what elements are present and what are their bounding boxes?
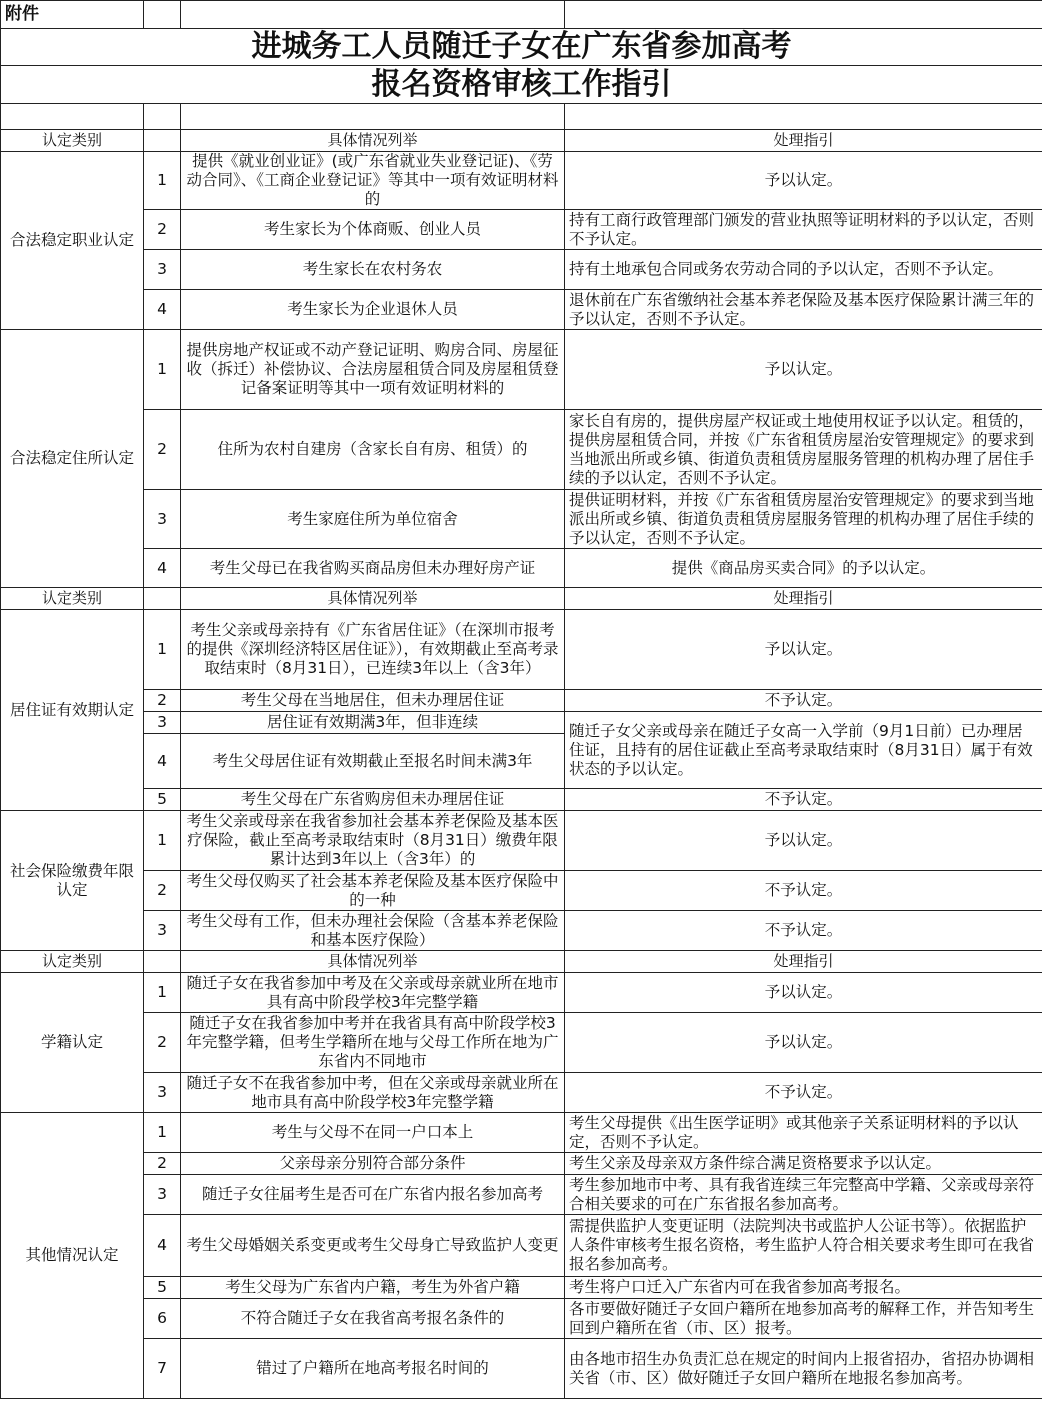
table-row xyxy=(1,1339,1042,1399)
header-situation: 具体情况列举 xyxy=(181,588,565,610)
table-row xyxy=(1,1113,1042,1153)
table-row xyxy=(1,1277,1042,1299)
guidance-cell: 考生父亲及母亲双方条件综合满足资格要求予以认定。 xyxy=(565,1153,1042,1175)
row-number: 2 xyxy=(144,1153,181,1175)
table-row xyxy=(1,789,1042,811)
row-number: 3 xyxy=(144,490,181,549)
guidance-cell: 需提供监护人变更证明（法院判决书或监护人公证书等）。依据监护人条件审核考生报名资格，考生监护人符合相关要求考生即可在我省报名参加高考。 xyxy=(565,1215,1042,1277)
situation-cell: 考生父亲或母亲持有《广东省居住证》（在深圳市报考的提供《深圳经济特区居住证》），有效期截止至高考录取结束时（8月31日），已连续3年以上（含3年） xyxy=(181,610,565,690)
table-row xyxy=(1,410,1042,490)
guidance-cell: 予以认定。 xyxy=(565,152,1042,210)
guidance-cell: 提供证明材料，并按《广东省租赁房屋治安管理规定》的要求到当地派出所或乡镇、街道负责租赁房屋服务管理的机构办理了居住手续的予以认定，否则不予认定。 xyxy=(565,490,1042,549)
row-number: 4 xyxy=(144,1215,181,1277)
guidance-cell: 家长自有房的，提供房屋产权证或土地使用权证予以认定。租赁的，提供房屋租赁合同，并按《广东省租赁房屋治安管理规定》的要求到当地派出所或乡镇、街道负责租赁房屋服务管理的机构办理了居住手续的予以认定，否则不予认定。 xyxy=(565,410,1042,490)
situation-cell: 考生父亲或母亲在我省参加社会基本养老保险及基本医疗保险，截止至高考录取结束时（8月31日）缴费年限累计达到3年以上（含3年）的 xyxy=(181,811,565,871)
situation-cell: 考生父母居住证有效期截止至报名时间未满3年 xyxy=(181,734,565,789)
guidance-cell: 由各地市招生办负责汇总在规定的时间内上报省招办，省招办协调相关省（市、区）做好随迁子女回户籍所在地报名参加高考。 xyxy=(565,1339,1042,1399)
row-number: 3 xyxy=(144,1073,181,1113)
situation-cell: 考生父母有工作，但未办理社会保险（含基本养老保险和基本医疗保险） xyxy=(181,911,565,951)
situation-cell: 提供《就业创业证》(或广东省就业失业登记证)、《劳动合同》、《工商企业登记证》等其中一项有效证明材料的 xyxy=(181,152,565,210)
table-row xyxy=(1,1175,1042,1215)
row-number: 2 xyxy=(144,1013,181,1073)
table-row xyxy=(1,1013,1042,1073)
table-row xyxy=(1,871,1042,911)
header-category: 认定类别 xyxy=(1,130,144,152)
row-number: 4 xyxy=(144,549,181,588)
table-row xyxy=(1,690,1042,712)
row-number: 5 xyxy=(144,789,181,811)
situation-cell: 考生家庭住所为单位宿舍 xyxy=(181,490,565,549)
situation-cell: 住所为农村自建房（含家长自有房、租赁）的 xyxy=(181,410,565,490)
row-number: 6 xyxy=(144,1299,181,1339)
situation-cell: 父亲母亲分别符合部分条件 xyxy=(181,1153,565,1175)
guidance-cell: 持有工商行政管理部门颁发的营业执照等证明材料的予以认定，否则不予认定。 xyxy=(565,210,1042,250)
row-number: 7 xyxy=(144,1339,181,1399)
blank-cell xyxy=(144,104,181,130)
table-row xyxy=(1,1073,1042,1113)
row-number: 3 xyxy=(144,911,181,951)
guidance-cell: 考生参加地市中考、具有我省连续三年完整高中学籍、父亲或母亲符合相关要求的可在广东省报名参加高考。 xyxy=(565,1175,1042,1215)
situation-cell: 考生父母已在我省购买商品房但未办理好房产证 xyxy=(181,549,565,588)
table-row xyxy=(1,712,1042,734)
situation-cell: 考生父母为广东省内户籍，考生为外省户籍 xyxy=(181,1277,565,1299)
row-number: 2 xyxy=(144,690,181,712)
row-number: 2 xyxy=(144,410,181,490)
row-number: 4 xyxy=(144,734,181,789)
row-number: 1 xyxy=(144,330,181,410)
situation-cell: 考生父母婚姻关系变更或考生父母身亡导致监护人变更 xyxy=(181,1215,565,1277)
header-situation: 具体情况列举 xyxy=(181,951,565,973)
situation-cell: 考生家长为个体商贩、创业人员 xyxy=(181,210,565,250)
row-number: 2 xyxy=(144,871,181,911)
guidance-cell: 不予认定。 xyxy=(565,911,1042,951)
guidance-cell: 不予认定。 xyxy=(565,690,1042,712)
title-line-1: 进城务工人员随迁子女在广东省参加高考 xyxy=(1,29,1042,66)
table-row xyxy=(1,250,1042,290)
situation-cell: 随迁子女往届考生是否可在广东省内报名参加高考 xyxy=(181,1175,565,1215)
row-number: 1 xyxy=(144,1113,181,1153)
row-number: 5 xyxy=(144,1277,181,1299)
table-row xyxy=(1,973,1042,1013)
row-number: 1 xyxy=(144,973,181,1013)
header-category: 认定类别 xyxy=(1,588,144,610)
category-cell: 合法稳定住所认定 xyxy=(1,330,144,588)
table-row xyxy=(1,911,1042,951)
table-row xyxy=(1,1215,1042,1277)
guidance-cell: 予以认定。 xyxy=(565,1013,1042,1073)
header-guidance: 处理指引 xyxy=(565,951,1042,973)
header-category: 认定类别 xyxy=(1,951,144,973)
blank-cell xyxy=(1,104,144,130)
guidance-cell: 不予认定。 xyxy=(565,789,1042,811)
situation-cell: 考生家长在农村务农 xyxy=(181,250,565,290)
category-cell: 其他情况认定 xyxy=(1,1113,144,1399)
table-row xyxy=(1,490,1042,549)
guidance-cell: 各市要做好随迁子女回户籍所在地参加高考的解释工作，并告知考生回到户籍所在省（市、区）报考。 xyxy=(565,1299,1042,1339)
guidance-cell: 退休前在广东省缴纳社会基本养老保险及基本医疗保险累计满三年的予以认定，否则不予认定。 xyxy=(565,290,1042,330)
situation-cell: 随迁子女在我省参加中考及在父亲或母亲就业所在地市具有高中阶段学校3年完整学籍 xyxy=(181,973,565,1013)
situation-cell: 随迁子女不在我省参加中考，但在父亲或母亲就业所在地市具有高中阶段学校3年完整学籍 xyxy=(181,1073,565,1113)
table-row xyxy=(1,610,1042,690)
guidance-cell: 予以认定。 xyxy=(565,973,1042,1013)
table-row xyxy=(1,290,1042,330)
blank-cell xyxy=(565,104,1042,130)
situation-cell: 考生父母在当地居住，但未办理居住证 xyxy=(181,690,565,712)
situation-cell: 考生父母在广东省购房但未办理居住证 xyxy=(181,789,565,811)
row-number: 3 xyxy=(144,1175,181,1215)
situation-cell: 考生与父母不在同一户口本上 xyxy=(181,1113,565,1153)
header-number xyxy=(144,588,181,610)
situation-cell: 考生父母仅购买了社会基本养老保险及基本医疗保险中的一种 xyxy=(181,871,565,911)
row-number: 1 xyxy=(144,811,181,871)
table-row xyxy=(1,1299,1042,1339)
row-number: 4 xyxy=(144,290,181,330)
blank-cell xyxy=(181,104,565,130)
table-row xyxy=(1,210,1042,250)
situation-cell: 提供房地产权证或不动产登记证明、购房合同、房屋征收（拆迁）补偿协议、合法房屋租赁合同及房屋租赁登记备案证明等其中一项有效证明材料的 xyxy=(181,330,565,410)
header-number xyxy=(144,951,181,973)
situation-cell: 考生家长为企业退休人员 xyxy=(181,290,565,330)
guidance-cell: 予以认定。 xyxy=(565,610,1042,690)
blank-cell xyxy=(565,1,1042,29)
title-line-2: 报名资格审核工作指引 xyxy=(1,66,1042,104)
blank-cell xyxy=(144,1,181,29)
header-guidance: 处理指引 xyxy=(565,130,1042,152)
guidance-cell: 随迁子女父亲或母亲在随迁子女高一入学前（9月1日前）已办理居住证，且持有的居住证截止至高考录取结束时（8月31日）属于有效状态的予以认定。 xyxy=(565,712,1042,789)
table-row xyxy=(1,549,1042,588)
table-row xyxy=(1,330,1042,410)
guidance-cell: 予以认定。 xyxy=(565,811,1042,871)
table-row xyxy=(1,1153,1042,1175)
table-row xyxy=(1,811,1042,871)
category-cell: 居住证有效期认定 xyxy=(1,610,144,811)
guidance-cell: 持有土地承包合同或务农劳动合同的予以认定，否则不予认定。 xyxy=(565,250,1042,290)
guidance-cell: 不予认定。 xyxy=(565,1073,1042,1113)
header-guidance: 处理指引 xyxy=(565,588,1042,610)
table-row xyxy=(1,152,1042,210)
row-number: 1 xyxy=(144,152,181,210)
situation-cell: 不符合随迁子女在我省高考报名条件的 xyxy=(181,1299,565,1339)
row-number: 3 xyxy=(144,712,181,734)
row-number: 2 xyxy=(144,210,181,250)
category-cell: 学籍认定 xyxy=(1,973,144,1113)
row-number: 3 xyxy=(144,250,181,290)
situation-cell: 随迁子女在我省参加中考并在我省具有高中阶段学校3年完整学籍，但考生学籍所在地与父母工作所在地为广东省内不同地市 xyxy=(181,1013,565,1073)
attachment-label: 附件 xyxy=(1,1,144,29)
category-cell: 社会保险缴费年限认定 xyxy=(1,811,144,951)
header-situation: 具体情况列举 xyxy=(181,130,565,152)
situation-cell: 错过了户籍所在地高考报名时间的 xyxy=(181,1339,565,1399)
row-number: 1 xyxy=(144,610,181,690)
category-cell: 合法稳定职业认定 xyxy=(1,152,144,330)
guidance-cell: 不予认定。 xyxy=(565,871,1042,911)
guidance-cell: 考生将户口迁入广东省内可在我省参加高考报名。 xyxy=(565,1277,1042,1299)
blank-cell xyxy=(181,1,565,29)
guidance-cell: 予以认定。 xyxy=(565,330,1042,410)
situation-cell: 居住证有效期满3年，但非连续 xyxy=(181,712,565,734)
guidance-cell: 考生父母提供《出生医学证明》或其他亲子关系证明材料的予以认定，否则不予认定。 xyxy=(565,1113,1042,1153)
guidance-cell: 提供《商品房买卖合同》的予以认定。 xyxy=(565,549,1042,588)
header-number xyxy=(144,130,181,152)
